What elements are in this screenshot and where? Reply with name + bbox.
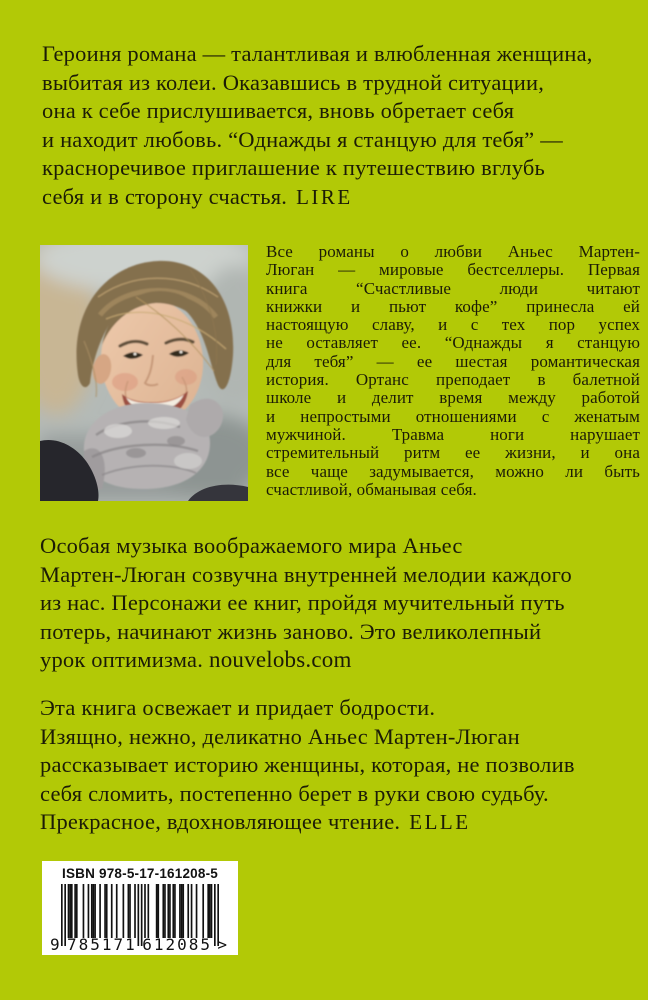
text-line: настоящую славу, и с тех пор успех bbox=[266, 315, 640, 335]
text-line: школе и делит время между работой bbox=[266, 388, 640, 408]
text-line: потерь, начинают жизнь заново. Это великолепный bbox=[40, 618, 542, 644]
barcode-digit-tail: > bbox=[217, 935, 229, 954]
barcode-digits-left: 785171 bbox=[67, 935, 137, 954]
text-line: все чаще задумывается, можно ли быть bbox=[266, 461, 640, 481]
text-line: себя сломить, постепенно берет в руки свою судьбу. bbox=[40, 780, 549, 806]
text-line: Люган — мировые бестселлеры. Первая bbox=[266, 260, 640, 280]
author-bio-text bbox=[266, 243, 640, 499]
text-line: счастливой, обманывая себя. bbox=[266, 479, 477, 499]
review-quote-bottom bbox=[40, 694, 575, 837]
text-line: выбитая из колеи. Оказавшись в трудной ситуации, bbox=[42, 69, 545, 95]
text-line: книжки и пьют кофе” принесла ей bbox=[266, 296, 640, 316]
text-line: и непростыми отношениями с женатым bbox=[266, 406, 640, 426]
magazine-name-lire: LIRE bbox=[296, 184, 353, 209]
text-line: не оставляет ее. “Однажды я станцую bbox=[266, 333, 640, 353]
text-line: рассказывает историю женщины, которая, не позволив bbox=[40, 752, 575, 777]
text-line: мужчиной. Травма ноги нарушает bbox=[266, 424, 640, 444]
text-line: для тебя” — ее шестая романтическая bbox=[266, 351, 640, 371]
review-quote-top bbox=[42, 40, 593, 211]
barcode-digits-right: 612085 bbox=[142, 935, 212, 954]
barcode-digit-lead: 9 bbox=[50, 935, 62, 954]
text-line: стремительный ритм ее жизни, и она bbox=[266, 443, 640, 463]
text-line: история. Ортанс преподает в балетной bbox=[266, 370, 640, 390]
text-line: из нас. Персонажи ее книг, пройдя мучительный путь bbox=[40, 590, 565, 615]
text-line: красноречивое приглашение к путешествию вглубь bbox=[42, 155, 545, 180]
text-line: Все романы о любви Аньес Мартен- bbox=[266, 242, 640, 261]
barcode-digits bbox=[50, 936, 229, 953]
text-line: Особая музыка воображаемого мира Аньес bbox=[40, 533, 463, 558]
text-line bbox=[40, 808, 575, 837]
press-quote-nouvelobs bbox=[40, 532, 572, 675]
text-line-fragment: себя и в сторону счастья. bbox=[42, 183, 288, 209]
text-line: Героиня романа — талантливая и влюбленная женщина, bbox=[42, 41, 593, 66]
text-line: Изящно, нежно, деликатно Аньес Мартен-Люган bbox=[40, 723, 520, 749]
text-line bbox=[40, 646, 572, 675]
text-line: Мартен-Люган созвучна внутренней мелодии каждого bbox=[40, 561, 572, 587]
text-line-fragment: урок оптимизма. bbox=[40, 647, 204, 672]
isbn-barcode bbox=[42, 861, 238, 955]
text-line bbox=[42, 183, 593, 212]
text-line: Эта книга освежает и придает бодрости. bbox=[40, 695, 436, 720]
website-nouvelobs: nouvelobs.com bbox=[209, 647, 352, 672]
text-line: она к себе прислушивается, вновь обретает себя bbox=[42, 98, 515, 123]
text-line: книга “Счастливые люди читают bbox=[266, 278, 640, 298]
author-photo-illustration bbox=[40, 245, 248, 501]
text-line: и находит любовь. “Однажды я станцую для тебя” — bbox=[42, 126, 563, 152]
author-photo bbox=[40, 245, 248, 501]
isbn-label: ISBN 978-5-17-161208-5 bbox=[62, 866, 218, 881]
text-line-fragment: Прекрасное, вдохновляющее чтение. bbox=[40, 809, 401, 834]
magazine-name-elle: ELLE bbox=[409, 810, 471, 834]
